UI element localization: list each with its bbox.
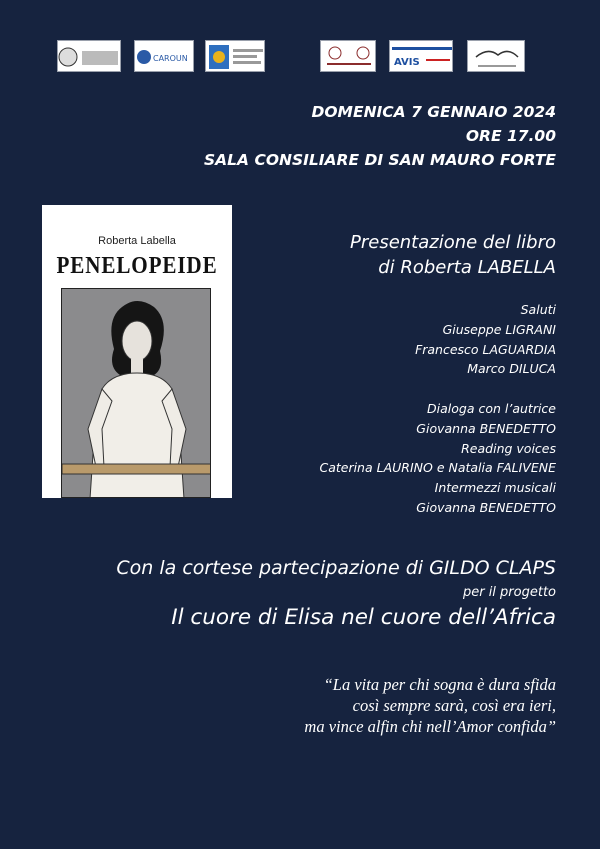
associazione-emblem-icon <box>321 41 376 72</box>
credit-line: Reading voices <box>461 440 556 456</box>
credit-line: Giovanna BENEDETTO <box>416 499 556 515</box>
presentation-title: Presentazione del libro <box>349 232 556 253</box>
project-intro: per il progetto <box>462 585 556 600</box>
pro-loco-emblem-icon <box>206 41 265 72</box>
credit-line: Dialoga con l’autrice <box>427 400 556 416</box>
avis-emblem-icon <box>390 41 453 72</box>
guest-section <box>116 555 556 632</box>
quote-line: ma vince alfin chi nell’Amor confida” <box>304 717 556 736</box>
credit-line: Giovanna BENEDETTO <box>416 420 556 436</box>
credit-line: Intermezzi musicali <box>434 480 556 496</box>
credit-line: Saluti <box>520 302 556 317</box>
book-cover <box>42 205 232 498</box>
event-venue: SALA CONSILIARE DI SAN MAURO FORTE <box>204 151 556 169</box>
program-credits <box>319 300 556 518</box>
presentation-author: di Roberta LABELLA <box>378 257 556 278</box>
credit-line: Francesco LAGUARDIA <box>415 341 556 357</box>
svg-text:AVIS: AVIS <box>394 57 420 68</box>
handshake-icon <box>468 41 525 72</box>
guest-line: Con la cortese partecipazione di GILDO CLAPS <box>116 557 556 579</box>
closing-quote <box>304 674 556 737</box>
project-title: Il cuore di Elisa nel cuore dell’Africa <box>171 605 556 630</box>
event-time: ORE 17.00 <box>465 127 556 145</box>
sponsor-logos <box>0 40 600 76</box>
credit-line: Marco DILUCA <box>467 361 556 377</box>
amici-logo <box>467 40 525 72</box>
svg-text:CAROUN: CAROUN <box>153 54 188 63</box>
school-emblem-icon <box>58 41 121 72</box>
cover-title: PENELOPEIDE <box>56 253 218 279</box>
cover-illustration <box>61 288 211 498</box>
carouncjo-logo <box>134 40 194 72</box>
event-details <box>204 100 556 172</box>
pro-loco-logo <box>205 40 265 72</box>
carouncjo-emblem-icon <box>135 41 194 72</box>
school-logo <box>57 40 121 72</box>
associazione-logo <box>320 40 376 72</box>
quote-line: così sempre sarà, così era ieri, <box>352 696 556 715</box>
credit-line: Caterina LAURINO e Natalia FALIVENE <box>319 460 556 476</box>
event-date: DOMENICA 7 GENNAIO 2024 <box>311 103 556 121</box>
book-presentation <box>350 230 556 280</box>
cover-author: Roberta Labella <box>98 235 176 247</box>
credit-line: Giuseppe LIGRANI <box>442 321 556 337</box>
woman-illustration-icon <box>62 289 211 498</box>
avis-logo <box>389 40 453 72</box>
quote-line: “La vita per chi sogna è dura sfida <box>323 675 556 694</box>
credit-spacer <box>319 379 556 399</box>
